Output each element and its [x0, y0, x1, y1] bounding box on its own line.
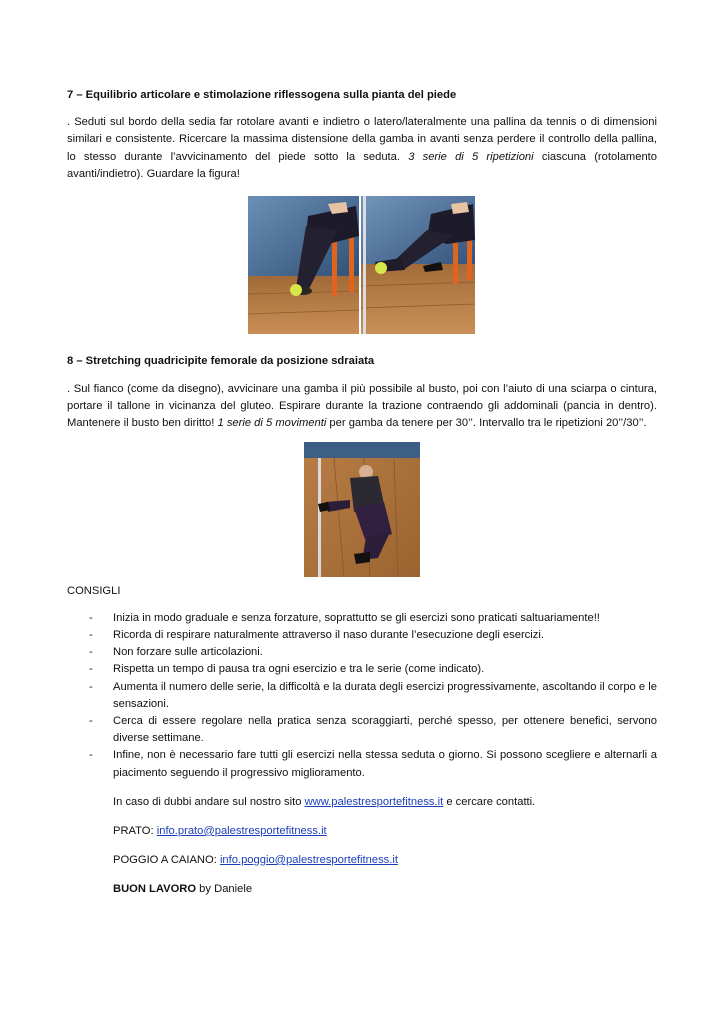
contact-site-line: In caso di dubbi andare sul nostro sito www.palestresportefitness.it e cercare contatti. — [113, 795, 536, 808]
site-link[interactable]: www.palestresportefitness.it — [304, 795, 444, 808]
list-item: - Aumenta il numero delle serie, la difficoltà e la durata degli esercizi progressivamente, ascoltando il corpo e le sensazioni. — [89, 680, 657, 710]
contact-poggio-line: POGGIO A CAIANO: info.poggio@palestresportefitness.it — [113, 853, 398, 866]
section-8-photos — [67, 442, 657, 584]
prato-email-link[interactable]: info.prato@palestresportefitness.it — [156, 824, 327, 837]
exercise-photo-ball-back — [361, 196, 475, 334]
list-item: - Ricorda di respirare naturalmente attraverso il naso durante l’esecuzione degli esercizi. — [89, 629, 544, 642]
section-7-photos — [67, 196, 657, 354]
section-7-title: 7 – Equilibrio articolare e stimolazione riflessogena sulla pianta del piede — [67, 89, 457, 101]
section-8-text: . Sul fianco (come da disegno), avvicinare una gamba il più possibile al busto, poi con l’aiuto di una sciarpa o cintura, portare il tallone in vicinanza del gluteo. Espirare durante la trazione contraendo gli addominali (pancia in dentro). Mantenere il busto ben diritto! 1 serie di 5 movimenti per gamba da tenere per 30’’. Intervallo tra le ripetizioni 20’’/30’’. — [67, 382, 657, 430]
list-item: - Rispetta un tempo di pausa tra ogni esercizio e tra le serie (come indicato). — [89, 663, 485, 676]
section-8-title: 8 – Stretching quadricipite femorale da posizione sdraiata — [67, 354, 375, 367]
list-item: - Non forzare sulle articolazioni. — [89, 646, 263, 659]
exercise-photo-lying-stretch — [304, 442, 420, 577]
list-item: - Infine, non è necessario fare tutti gli esercizi nella stessa seduta o giorno. Si possono scegliere e alternarli a piacimento seguendo il progressivo miglioramento. — [89, 749, 657, 779]
section-7-text: . Seduti sul bordo della sedia far rotolare avanti e indietro o latero/lateralmente una pallina da tennis o di dimensioni similari e consistente. Ricercare la massima distensione della gamba in avanti senza perdere il controllo della pallina, lo stesso durante l’avvicinamento del piede sotto la seduta. 3 serie di 5 ripetizioni ciascuna (rotolamento avanti/indietro). Guardare la figura! — [67, 116, 658, 181]
advice-list — [67, 610, 657, 782]
document-page — [67, 88, 657, 897]
list-item: - Inizia in modo graduale e senza forzature, soprattutto se gli esercizi sono praticati saltuariamente!! — [89, 611, 600, 624]
contact-prato-line: PRATO: info.prato@palestresportefitness.it — [113, 824, 327, 837]
exercise-photo-ball-forward — [248, 196, 359, 334]
poggio-email-link[interactable]: info.poggio@palestresportefitness.it — [219, 853, 398, 866]
closing-signature: BUON LAVORO by Daniele — [113, 882, 253, 895]
list-item: - Cerca di essere regolare nella pratica senza scoraggiarti, perché spesso, per ottenere benefici, servono diverse settimane. — [89, 715, 657, 745]
advice-title: CONSIGLI — [67, 584, 121, 597]
